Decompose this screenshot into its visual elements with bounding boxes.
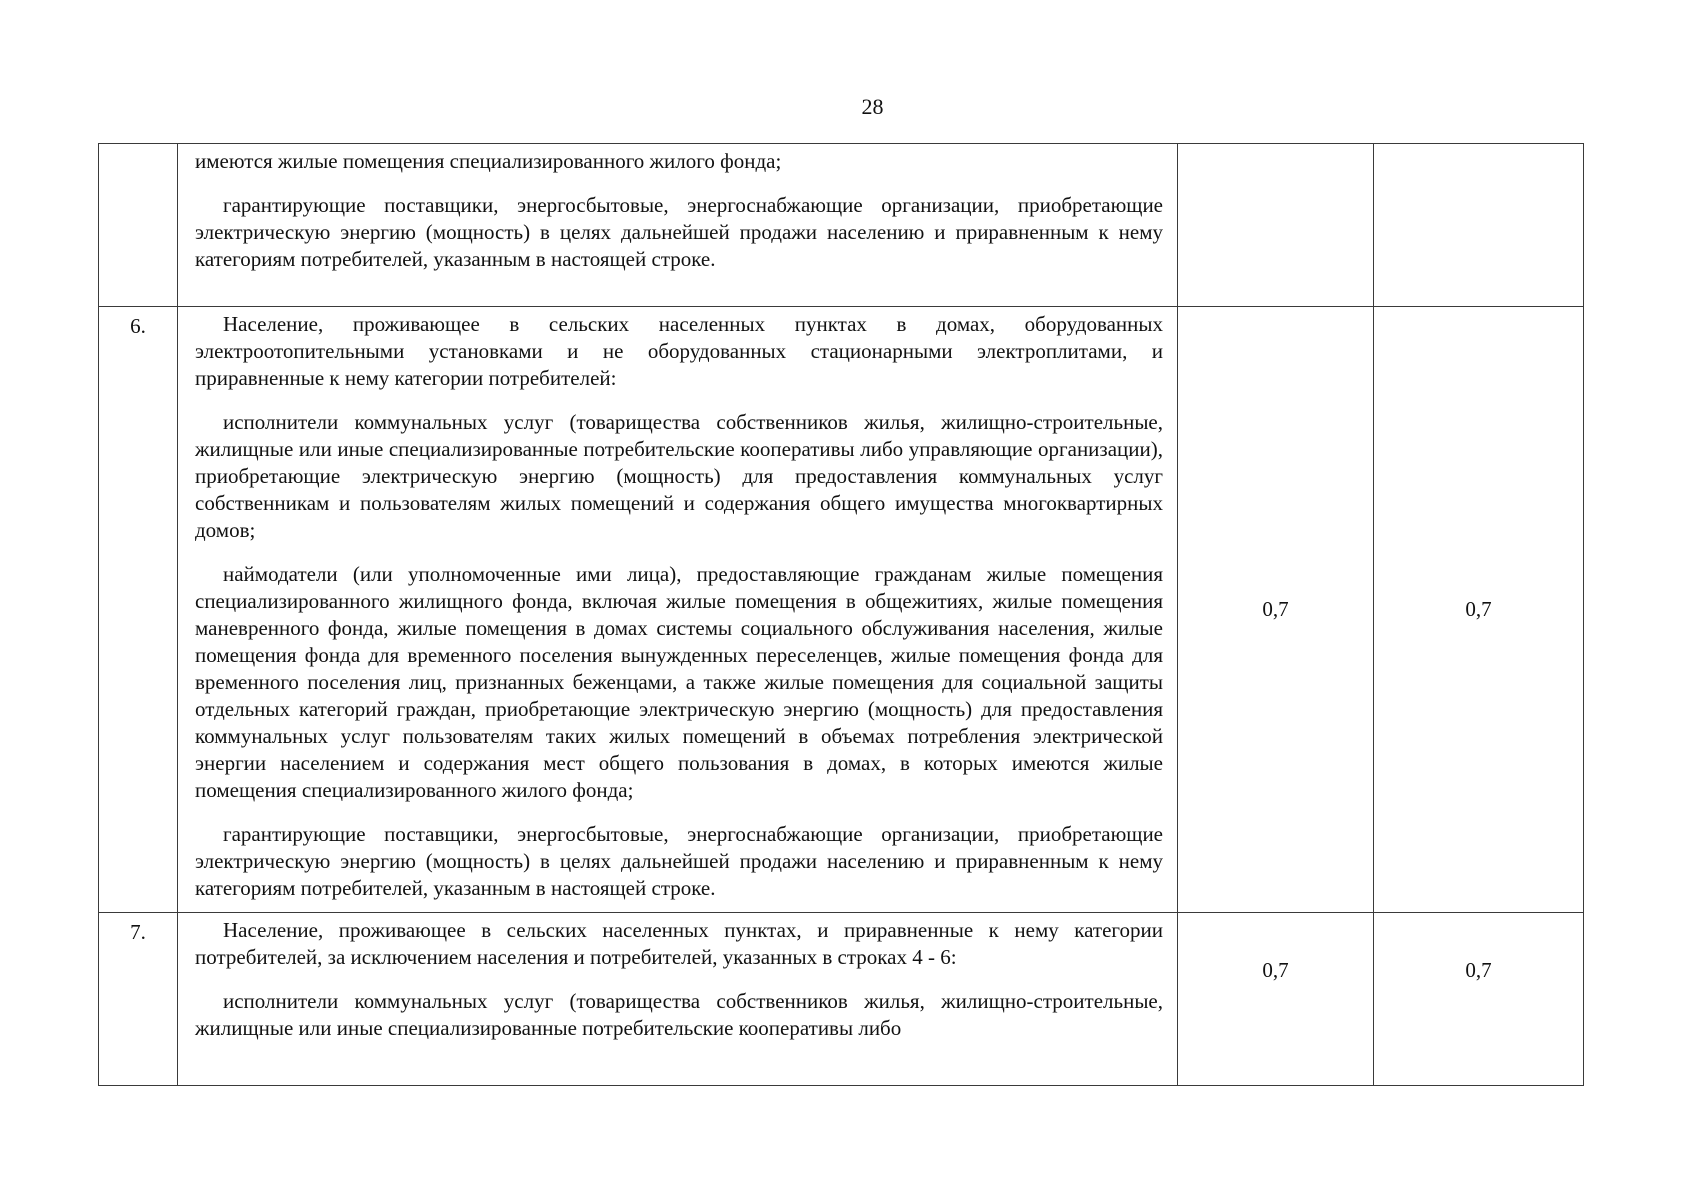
value-cell-2: 0,7 [1374,307,1584,913]
paragraph: гарантирующие поставщики, энергосбытовые, энергоснабжающие организации, приобретающие электрическую энергию (мощность) в целях дальнейшей продажи населению и приравненным к нему категориям потребителей, указанным в настоящей строке. [195,193,1163,271]
row-number: 7. [99,913,178,1086]
value-cell-2 [1374,144,1584,307]
paragraph: гарантирующие поставщики, энергосбытовые, энергоснабжающие организации, приобретающие электрическую энергию (мощность) в целях дальнейшей продажи населению и приравненным к нему категориям потребителей, указанным в настоящей строке. [195,822,1163,900]
paragraph: Население, проживающее в сельских населенных пунктах в домах, оборудованных электроотопительными установками и не оборудованных стационарными электроплитами, и приравненные к нему категории потребителей: [195,312,1163,390]
table-row-continuation [99,144,1584,307]
row-description [178,913,1178,1086]
value-cell-1: 0,7 [1178,913,1374,1086]
table-row-7 [99,913,1584,1086]
paragraph: наймодатели (или уполномоченные ими лица), предоставляющие гражданам жилые помещения специализированного жилищного фонда, включая жилые помещения в общежитиях, жилые помещения маневренного фонда, жилые помещения в домах системы социального обслуживания населения, жилые помещения фонда для временного поселения вынужденных переселенцев, жилые помещения фонда для временного поселения лиц, признанных беженцами, а также жилые помещения для социальной защиты отдельных категорий граждан, приобретающие электрическую энергию (мощность) для предоставления коммунальных услуг пользователям таких жилых помещений в объемах потребления электрической энергии населением и содержания мест общего пользования в домах, в которых имеются жилые помещения специализированного жилого фонда; [195,562,1163,802]
paragraph: Население, проживающее в сельских населенных пунктах, и приравненные к нему категории потребителей, за исключением населения и потребителей, указанных в строках 4 - 6: [195,918,1163,969]
row-description [178,144,1178,307]
table-row-6 [99,307,1584,913]
paragraph: имеются жилые помещения специализированного жилого фонда; [195,149,782,173]
paragraph: исполнители коммунальных услуг (товарищества собственников жилья, жилищно-строительные, жилищные или иные специализированные потребительские кооперативы либо [195,989,1163,1040]
page-number: 28 [861,94,884,119]
row-description [178,307,1178,913]
value-cell-2: 0,7 [1374,913,1584,1086]
tariff-table [98,143,1584,1086]
value-cell-1: 0,7 [1178,307,1374,913]
row-number [99,144,178,307]
paragraph: исполнители коммунальных услуг (товарищества собственников жилья, жилищно-строительные, жилищные или иные специализированные потребительские кооперативы либо управляющие организации), приобретающие электрическую энергию (мощность) для предоставления коммунальных услуг собственникам и пользователям жилых помещений и содержания общего имущества многоквартирных домов; [195,410,1163,542]
row-number: 6. [99,307,178,913]
value-cell-1 [1178,144,1374,307]
